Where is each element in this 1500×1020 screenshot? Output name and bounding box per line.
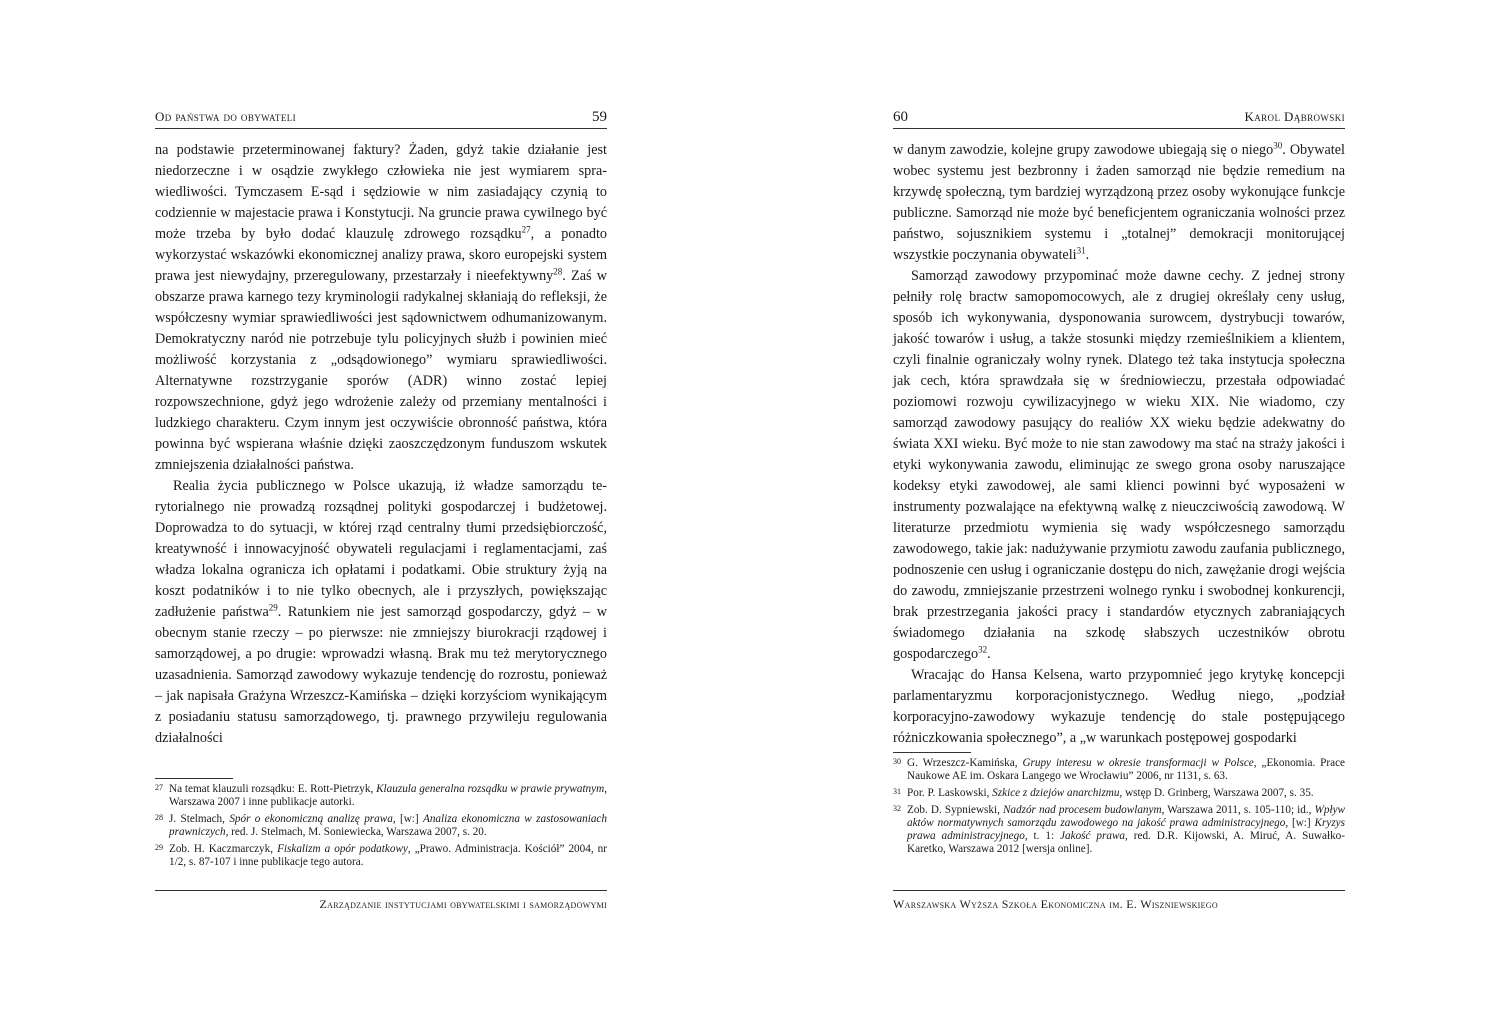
body-text bbox=[155, 140, 607, 749]
text-run: . Zaś w obszarze prawa karnego tezy kryminologii radykalnej skłaniają do refleksji, że współczesny wymiar sprawiedliwości jest sądownictwem odhumanizowanym. Demokratyczny naród nie potrzebuje tylu policyjnych służb i powinien mieć możliwość korzystania z „odsądowionego” wymiaru sprawiedliwości. Alternatywne rozstrzyganie sporów (ADR) winno zostać lepiej rozpowszechnione, gdyż jego wdrożenie zależy od przemiany mentalności i ludzkiego charakteru. Czym innym jest oczywiście obronność państwa, która powinna być wspierana właśnie dzięki zaoszczędzonym funduszom wskutek zmniejszenia działalności państwa. bbox=[155, 268, 608, 473]
paragraph bbox=[893, 665, 1345, 749]
text-run: Na temat klauzuli rozsądku: E. Rott-Pietrzyk, bbox=[169, 783, 377, 795]
footnote-number: 32 bbox=[893, 804, 901, 813]
text-run: , wstęp D. Grinberg, Warszawa 2007, s. 35. bbox=[1119, 787, 1314, 799]
paragraph bbox=[155, 140, 607, 476]
text-run: G. Wrzeszcz-Kamińska, bbox=[907, 757, 1023, 769]
text-run: Wracając do Hansa Kelsena, warto przypomnieć jego krytykę koncepcji parlamentaryzmu korporacjonistycznego. Według niego, „podział korporacyjno-zawodowy wykazuje tendencję do stale postępującego różniczkowania społecznego”, a „w warunkach postępowej gospodarki bbox=[893, 667, 1345, 746]
page-number: 59 bbox=[592, 109, 607, 125]
footnote-separator bbox=[155, 778, 233, 779]
italic-title: Kryzys prawa administracyjnego bbox=[907, 817, 1345, 842]
text-run: Samorząd zawodowy przypominać może dawne cechy. Z jednej strony pełniły rolę bractw samopomocowych, ale z drugiej określały ceny usług, sposób ich wykonywania, dysponowania surowcem, dystrybucji towarów, jakość towarów i usług, a także stosunki między rzemieślnikiem a klientem, czyli finalnie ograniczały wolny rynek. Dlatego też taka instytucja społeczna jak cech, która sprawdzała się w średniowieczu, przestała odpowiadać poziomowi rozwoju cywilizacyjnego w wieku XIX. Nie wiadomo, czy samorząd zawodowy pasujący do realiów XX wieku będzie adekwatny do świata XXI wieku. Być może to nie stan zawodowy ma stać na straży jakości i etyki wykonywania zawodu, eliminując ze swego grona osoby naruszające kodeksy etyki zawodowej, ale sami klienci powinni być wyposażeni w instrumenty pozwalające na efektywną walkę z nieuczciwością zawodową. W literaturze przedmiotu wymienia się wady współczesnego samorządu zawodowego, takie jak: nadużywanie przymiotu zawodu zaufania publicznego, podnoszenie cen usług i ograniczanie dostępu do nich, zawężanie drogi wejścia do zawodu, zmniejszanie przestrzeni wolnego rynku i swobodnej konkurencji, brak przestrzegania jakości pracy i standardów etycznych zabraniających świadomego działania na szkodę słabszych uczestników obrotu gospodarczego bbox=[893, 268, 1345, 662]
footnote-ref: 28 bbox=[553, 266, 563, 277]
running-header bbox=[893, 108, 1345, 129]
text-run: , „Prawo. Administracja. Kościół” 2004, nr 1/2, s. 87-107 i inne publikacje tego autora. bbox=[169, 843, 607, 868]
text-run: Realia życia publicznego w Polsce ukazują, iż władze samorządu terytorialnego nie prowadzą rozsądnej polityki gospodarczej i budżetowej. Doprowadza to do sytuacji, w której rząd centralny tłumi przedsiębiorczość, kreatywność i innowacyjność obywateli regulacjami i reglamentacjami, zaś władza lokalna ogranicza ich opłatami i podatkami. Obie struktury żyją na koszt podatników i to nie tylko obecnych, ale i przyszłych, powiększając zadłużenie państwa bbox=[155, 478, 607, 620]
footnote-separator bbox=[893, 752, 971, 753]
text-run: , Warszawa 2007 i inne publikacje autorki. bbox=[169, 783, 607, 808]
paragraph bbox=[893, 266, 1345, 665]
text-run: Zob. H. Kaczmarczyk, bbox=[169, 843, 278, 855]
page-footer: Zarządzanie instytucjami obywatelskimi i samorządowymi bbox=[155, 890, 607, 912]
text-run: , a ponadto wykorzystać wskazówki ekonomicznej analizy prawa, skoro europejski system prawa jest niewydajny, przeregulowany, przestarzały i nieefektywny bbox=[155, 226, 607, 284]
italic-title: Spór o ekonomiczną analizę prawa bbox=[229, 813, 393, 825]
text-run: , [w:] bbox=[1285, 817, 1315, 829]
italic-title: Wpływ aktów normatywnych samorządu zawodowego na jakość prawa administracyjnego bbox=[907, 804, 1345, 829]
page-footer: Warszawska Wyższa Szkoła Ekonomiczna im. E. Wiszniewskiego bbox=[893, 890, 1345, 912]
footnote bbox=[893, 757, 1345, 783]
footnote bbox=[893, 804, 1345, 856]
italic-title: Analiza ekonomiczna w zastosowaniach prawniczych bbox=[169, 813, 607, 838]
footnote-number: 29 bbox=[155, 843, 163, 852]
italic-title: Fiskalizm a opór podatkowy bbox=[277, 843, 408, 855]
footnote-ref: 31 bbox=[1076, 245, 1086, 256]
running-title: Od państwa do obywateli bbox=[155, 109, 297, 124]
text-run: , „Ekonomia. Prace Naukowe AE im. Oskara Langego we Wrocławiu” 2006, nr 1131, s. 63. bbox=[907, 757, 1346, 782]
running-header bbox=[155, 108, 607, 129]
footnotes bbox=[155, 783, 607, 873]
footnote-number: 31 bbox=[893, 787, 901, 796]
text-run: J. Stelmach, bbox=[169, 813, 230, 825]
text-run: , Warszawa 2011, s. 105-110; id., bbox=[1161, 804, 1315, 816]
paragraph bbox=[893, 140, 1345, 266]
italic-title: Grupy interesu w okresie transformacji w Polsce bbox=[1022, 757, 1254, 769]
italic-title: Szkice z dziejów anarchizmu bbox=[992, 787, 1120, 799]
footnote bbox=[155, 813, 607, 839]
text-run: w danym zawodzie, kolejne grupy zawodowe ubiegają się o niego bbox=[893, 142, 1274, 158]
italic-title: Jakość prawa bbox=[1060, 830, 1126, 842]
footnote bbox=[893, 787, 1345, 800]
text-run: , red. D.R. Kijowski, A. Miruć, A. Suwałko-Karetko, Warszawa 2012 [wersja online]. bbox=[907, 830, 1345, 855]
text-run: . Obywatel wobec systemu jest bezbronny i żaden samorząd nie będzie remedium na krzywdę społeczną, tym bardziej wyrządzoną przez osoby wykonujące funkcje publiczne. Samorząd nie może być beneficjentem ograniczania wolności przez państwo, sojusznikiem systemu i „totalnej” demokracji monitorującej wszystkie poczynania obywateli bbox=[893, 142, 1345, 263]
text-run: . Ratunkiem nie jest samorząd gospodarczy, gdyż – w obecnym stanie rzeczy – po pierwsze: nie zmniejszy biurokracji rządowej i samorządowej, a po drugie: wprowadzi własną. Brak mu też merytorycznego uzasadnienia. Samorząd zawodowy wykazuje tendencję do rozrostu, ponieważ – jak napisała Grażyna Wrzeszcz-Kamińska – dzięki korzyściom wynikającym z posiadaniu statusu samorządowego, tj. prawnego przywileju regulowania działalności bbox=[155, 604, 607, 746]
text-run: , red. J. Stelmach, M. Soniewiecka, Warszawa 2007, s. 20. bbox=[225, 826, 487, 838]
running-title: Karol Dąbrowski bbox=[1244, 109, 1345, 124]
footnote-ref: 27 bbox=[521, 224, 531, 235]
text-run: Por. P. Laskowski, bbox=[907, 787, 993, 799]
footnotes bbox=[893, 757, 1345, 860]
body-text bbox=[893, 140, 1345, 749]
italic-title: Nadzór nad procesem budowlanym bbox=[1002, 804, 1162, 816]
text-run: . bbox=[1085, 247, 1090, 263]
text-run: Zob. D. Sypniewski, bbox=[907, 804, 1003, 816]
footnote-ref: 32 bbox=[978, 644, 988, 655]
paragraph bbox=[155, 476, 607, 749]
footnote-number: 28 bbox=[155, 813, 163, 822]
footnote-ref: 30 bbox=[1273, 140, 1283, 151]
text-run: , [w:] bbox=[392, 813, 423, 825]
text-run: . bbox=[987, 646, 991, 662]
page-number: 60 bbox=[893, 109, 908, 125]
text-run: na podstawie przeterminowanej faktury? Żaden, gdyż takie działanie jest niedorzeczne i w osądzie zwykłego człowieka nie jest wymiarem sprawiedliwości. Tymczasem E-sąd i sędziowie w nim zasiadający czynią to codziennie w majestacie prawa i Konstytucji. Na gruncie prawa cywilnego być może trzeba by było dodać klauzulę zdrowego rozsądku bbox=[155, 142, 607, 242]
footnote-number: 27 bbox=[155, 783, 163, 792]
italic-title: Klauzula generalna rozsądku w prawie prywatnym bbox=[376, 783, 605, 795]
text-run: , t. 1: bbox=[1024, 830, 1061, 842]
footnote bbox=[155, 783, 607, 809]
footnote bbox=[155, 843, 607, 869]
footnote-number: 30 bbox=[893, 757, 901, 766]
footnote-ref: 29 bbox=[268, 602, 278, 613]
